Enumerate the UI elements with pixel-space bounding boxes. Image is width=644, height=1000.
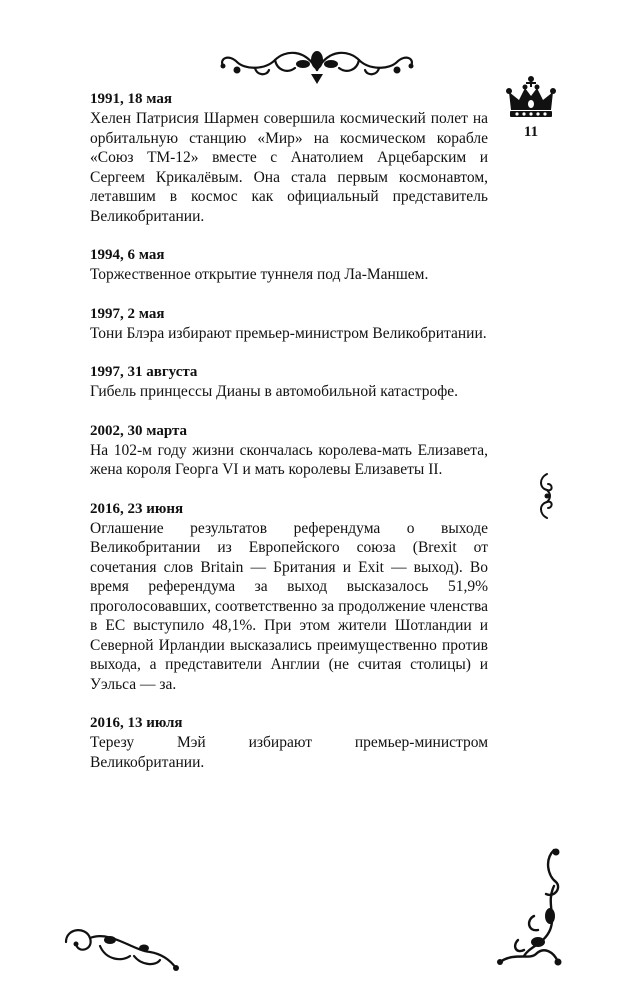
entry-date: 1997, 31 августа [90, 364, 198, 380]
chronology-entry [90, 714, 488, 772]
page-number: 11 [523, 124, 539, 140]
entry-date: 2016, 23 июня [90, 500, 184, 517]
entry-text: Торжественное открытие туннеля под Ла-Маншем. [90, 266, 429, 283]
entry-text: Гибель принцессы Дианы в автомобильной катастрофе. [90, 383, 459, 400]
ornament-flourish-icon [215, 40, 420, 86]
entry-date: 1991, 18 мая [90, 91, 172, 107]
side-flourish-icon [537, 470, 557, 522]
entry-date: 1997, 2 мая [90, 305, 165, 322]
swirl-flourish-icon [60, 920, 180, 974]
chronology-entry [90, 363, 488, 402]
entry-text: Тони Блэра избирают премьер-министром Великобритании. [90, 324, 487, 342]
entry-date: 2002, 30 марта [90, 422, 188, 439]
chronology-entry [90, 246, 488, 285]
crown-icon [505, 74, 557, 122]
entry-text: Терезу Мэй избирают премьер-министром Великобритании. [90, 734, 488, 771]
chronology-entry [90, 500, 488, 695]
chronology-entry [90, 422, 488, 480]
entry-date: 1994, 6 мая [90, 247, 165, 263]
chronology-list [90, 90, 488, 792]
chronology-entry [90, 305, 488, 344]
entry-text: Оглашение результатов референдума о выходе Великобритании из Европейского союза (Brexit от сочетания слов Britain — Британия и Exit — выход). Во время референдума за выход высказалось 51,9% проголосовавших, соответственно за продолжение членства в ЕС выступило 48,1%. При этом жители Шотландии и Северной Ирландии высказались преимущественно против выхода, а представители Англии (не считая столицы) и Уэльса — за. [90, 519, 488, 693]
entry-text: Хелен Патрисия Шармен совершила космический полет на орбитальную станцию «Мир» на космическом корабле «Союз ТМ-12» вместе с Анатолием Арцебарским и Сергеем Крикалёвым. Она стала первым космонавтом, летавшим в космос как официальный представитель Великобритании. [90, 110, 488, 225]
entry-date: 2016, 13 июля [90, 715, 183, 731]
entry-text: На 102-м году жизни скончалась королева-мать Елизавета, жена короля Георга VI и мать королевы Елизаветы II. [90, 441, 488, 478]
corner-flourish-icon [494, 846, 564, 968]
chronology-entry [90, 90, 488, 226]
